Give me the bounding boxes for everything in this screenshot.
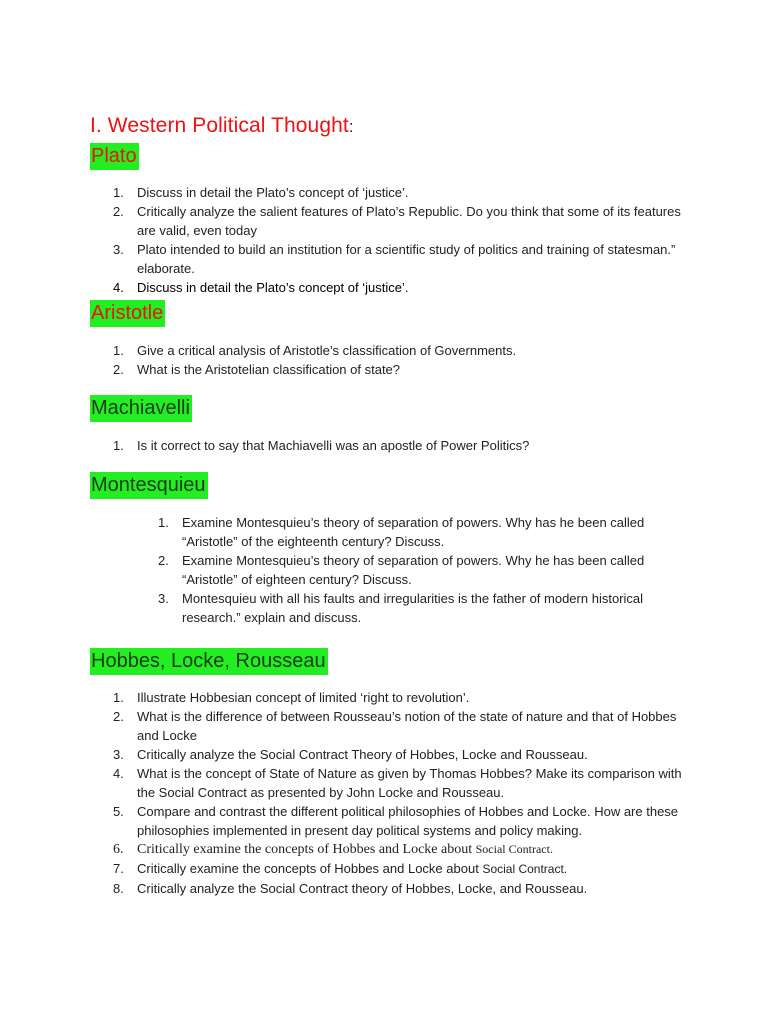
list-item-suffix: Social Contract. xyxy=(482,862,568,876)
list-number: 7. xyxy=(113,861,124,876)
list-item xyxy=(113,202,683,240)
list-number: 2. xyxy=(113,204,124,219)
list-item-text: What is the concept of State of Nature as given by Thomas Hobbes? Make its comparison with the Social Contract as presented by John Locke and Rousseau. xyxy=(137,766,682,800)
list-number: 5. xyxy=(113,804,124,819)
list-item-text: Illustrate Hobbesian concept of limited ‘right to revolution’. xyxy=(137,690,470,705)
list-item xyxy=(113,745,683,764)
list-item xyxy=(113,183,683,202)
list-item xyxy=(158,589,658,627)
list-item xyxy=(113,879,683,898)
list-number: 2. xyxy=(158,553,169,568)
list-item-text: Discuss in detail the Plato’s concept of ‘justice’. xyxy=(137,280,409,295)
list-number: 3. xyxy=(113,747,124,762)
list-number: 2. xyxy=(113,709,124,724)
list-item-text: Discuss in detail the Plato’s concept of ‘justice’. xyxy=(137,185,409,200)
list-item xyxy=(158,513,658,551)
machiavelli-question-list xyxy=(113,436,683,455)
list-item xyxy=(113,436,683,455)
list-number: 6. xyxy=(113,842,124,857)
hobbes-question-list xyxy=(113,688,683,898)
heading-machiavelli: Machiavelli xyxy=(90,395,192,422)
title-text: I. Western Political Thought xyxy=(90,114,349,137)
list-item-suffix: Social Contract. xyxy=(475,842,553,856)
list-item-text: Compare and contrast the different political philosophies of Hobbes and Locke. How are these philosophies implemented in present day political systems and policy making. xyxy=(137,804,679,838)
list-item-text: What is the Aristotelian classification of state? xyxy=(137,362,401,377)
list-number: 1. xyxy=(113,438,124,453)
aristotle-question-list xyxy=(113,341,683,379)
list-number: 4. xyxy=(113,280,124,295)
list-item xyxy=(113,240,683,278)
heading-plato: Plato xyxy=(90,143,139,170)
plato-question-list xyxy=(113,183,683,297)
list-item-text: Examine Montesquieu’s theory of separation of powers. Why has he been called “Aristotle” of the eighteenth century? Discuss. xyxy=(182,515,645,549)
heading-montesquieu: Montesquieu xyxy=(90,472,208,499)
list-number: 1. xyxy=(113,185,124,200)
list-item xyxy=(113,360,683,379)
list-item xyxy=(113,802,683,840)
montesquieu-question-list xyxy=(158,513,658,627)
list-item-text: Montesquieu with all his faults and irregularities is the father of modern historical research.” explain and discuss. xyxy=(182,591,644,625)
list-item xyxy=(113,341,683,360)
list-number: 2. xyxy=(113,362,124,377)
list-number: 3. xyxy=(158,591,169,606)
page-title xyxy=(90,114,354,138)
list-item-text: Give a critical analysis of Aristotle’s classification of Governments. xyxy=(137,343,517,358)
list-number: 3. xyxy=(113,242,124,257)
list-number: 1. xyxy=(113,690,124,705)
list-item-text: Critically analyze the Social Contract theory of Hobbes, Locke, and Rousseau. xyxy=(137,881,588,896)
list-item xyxy=(113,859,683,879)
list-item-text: Plato intended to build an institution for a scientific study of politics and training of statesman.” elaborate. xyxy=(137,242,676,276)
list-item-text: Critically examine the concepts of Hobbes and Locke about xyxy=(137,861,479,876)
list-item xyxy=(158,551,658,589)
list-number: 1. xyxy=(113,343,124,358)
heading-aristotle: Aristotle xyxy=(90,300,165,327)
list-item-text: Critically analyze the salient features of Plato’s Republic. Do you think that some of its features are valid, even today xyxy=(137,204,681,238)
list-item xyxy=(113,688,683,707)
list-item xyxy=(113,764,683,802)
list-item-text: Examine Montesquieu’s theory of separation of powers. Why he has been called “Aristotle” of eighteen century? Discuss. xyxy=(182,553,645,587)
list-item-text: What is the difference of between Rousseau’s notion of the state of nature and that of Hobbes and Locke xyxy=(137,709,677,743)
heading-hobbes-locke-rousseau: Hobbes, Locke, Rousseau xyxy=(90,648,328,675)
list-item-text: Is it correct to say that Machiavelli was an apostle of Power Politics? xyxy=(137,438,530,453)
list-item xyxy=(113,707,683,745)
title-colon: : xyxy=(348,117,354,136)
list-item xyxy=(113,278,683,297)
list-number: 4. xyxy=(113,766,124,781)
list-item xyxy=(113,840,683,859)
list-item-text: Critically analyze the Social Contract Theory of Hobbes, Locke and Rousseau. xyxy=(137,747,588,762)
list-number: 1. xyxy=(158,515,169,530)
list-item-text: Critically examine the concepts of Hobbes and Locke about xyxy=(137,842,473,857)
list-number: 8. xyxy=(113,881,124,896)
